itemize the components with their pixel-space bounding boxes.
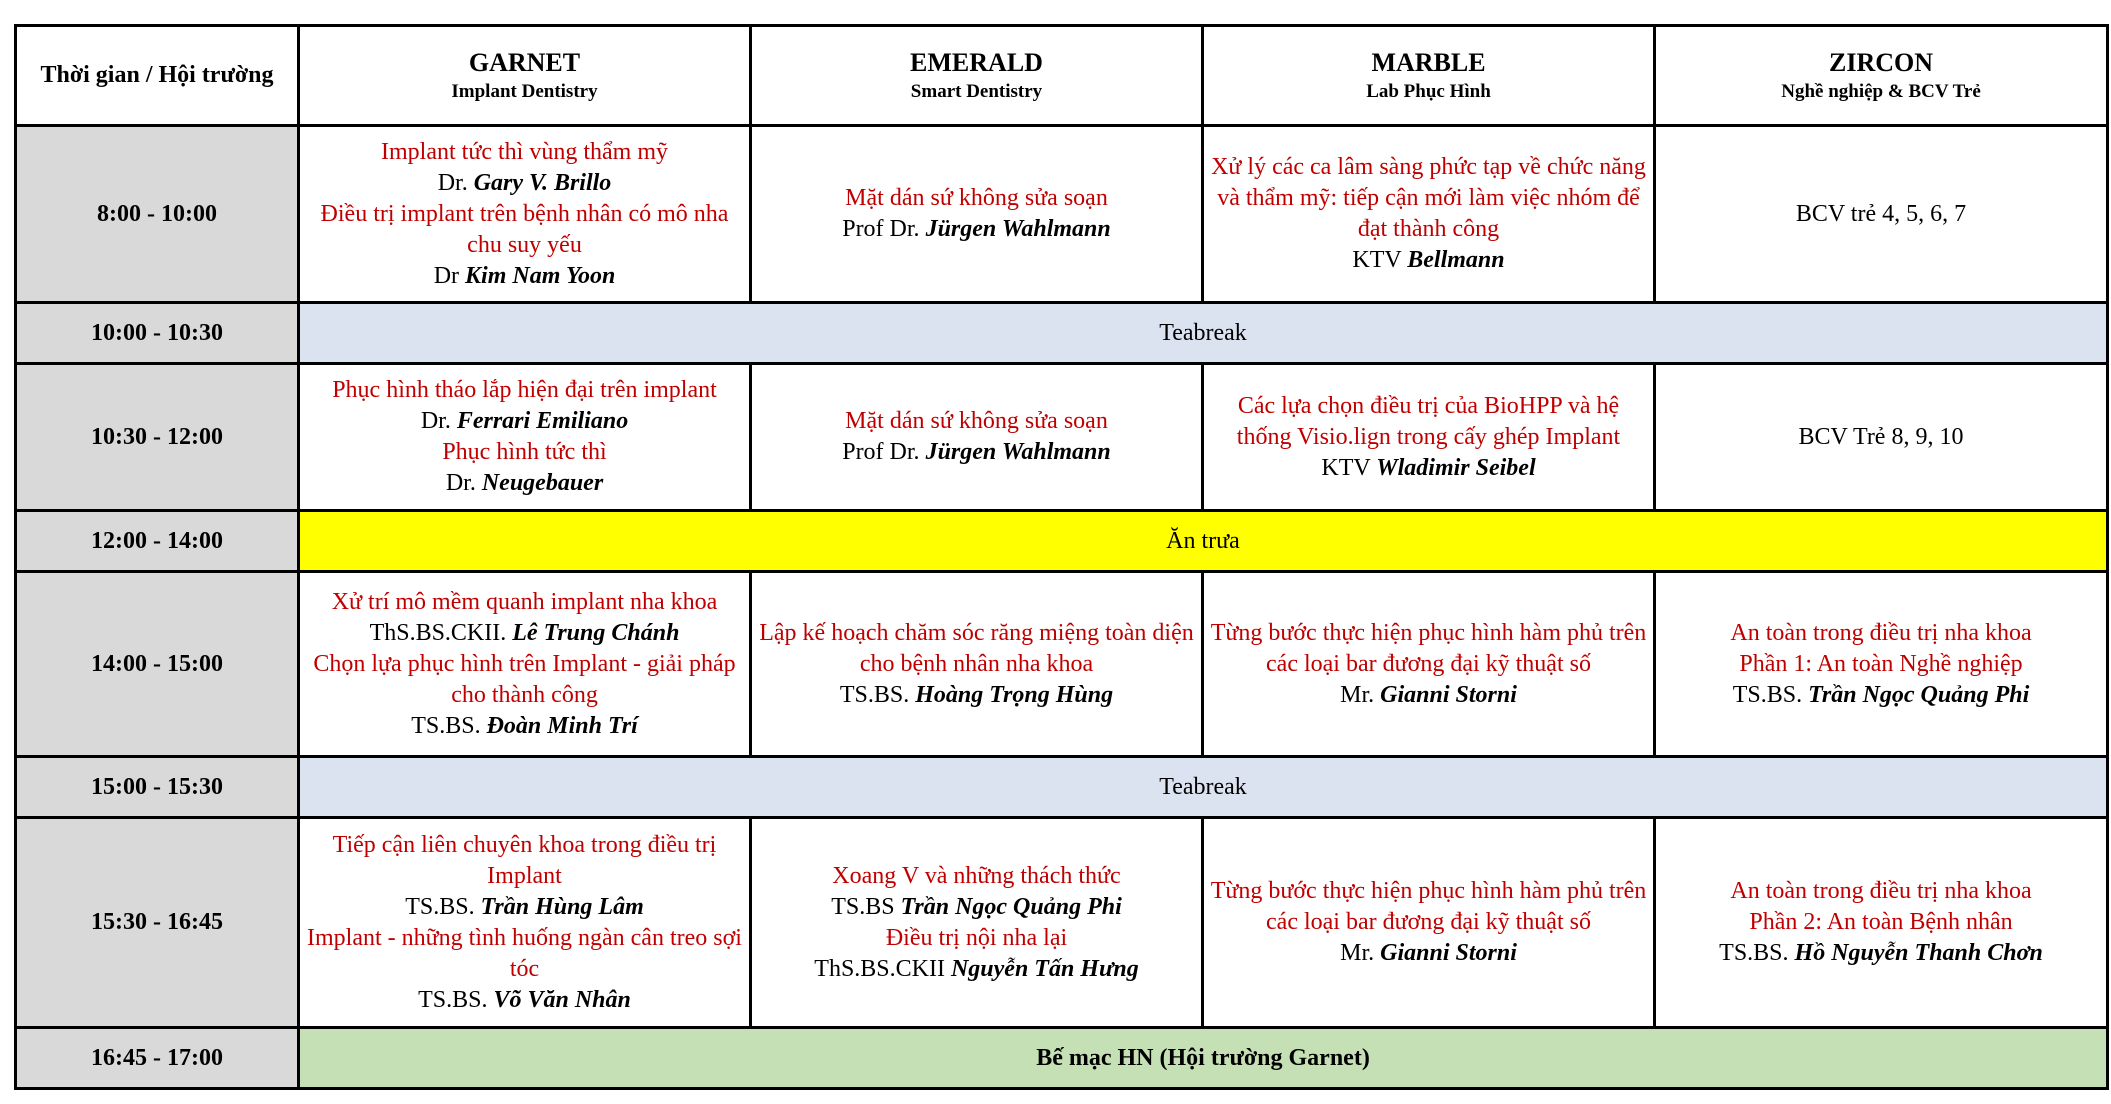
time-cell: 15:30 - 16:45	[16, 818, 299, 1028]
talk-title: Tiếp cận liên chuyên khoa trong điều trị Implant	[332, 831, 717, 889]
speaker: TS.BS. Trần Ngọc Quảng Phi	[1732, 681, 2030, 708]
teabreak-cell: Teabreak	[299, 303, 2108, 364]
session-cell-zircon: BCV trẻ 4, 5, 6, 7	[1655, 126, 2108, 303]
talk-title: Các lựa chọn điều trị của BioHPP và hệ thống Visio.lign trong cấy ghép Implant	[1236, 392, 1621, 450]
talk-title: Implant tức thì vùng thẩm mỹ	[381, 138, 668, 165]
talk-title: Mặt dán sứ không sửa soạn	[845, 408, 1108, 434]
hall-subtitle: Implant Dentistry	[451, 80, 598, 102]
talk-title: Điều trị implant trên bệnh nhân có mô nha chu suy yếu	[320, 200, 729, 258]
talk-title: Xoang V và những thách thức	[832, 862, 1121, 889]
speaker: Mr. Gianni Storni	[1340, 681, 1517, 708]
hall-name: EMERALD	[910, 47, 1043, 77]
speaker-name: Gianni Storni	[1380, 681, 1517, 708]
session-cell-zircon	[1655, 572, 2108, 757]
time-cell: 10:00 - 10:30	[16, 303, 299, 364]
teabreak-cell: Teabreak	[299, 757, 2108, 818]
session-cell-emerald	[751, 126, 1203, 303]
talk-title: Chọn lựa phục hình trên Implant - giải pháp cho thành công	[313, 650, 736, 708]
speaker-name: Hoàng Trọng Hùng	[915, 681, 1114, 708]
talk-title: Từng bước thực hiện phục hình hàm phủ trên các loại bar đương đại kỹ thuật số	[1210, 878, 1647, 935]
talk-subtitle: Phần 1: An toàn Nghề nghiệp	[1739, 650, 2023, 677]
hall-header-garnet	[299, 26, 751, 126]
speaker-name: Bellmann	[1407, 247, 1505, 273]
speaker: Dr. Ferrari Emiliano	[420, 408, 629, 434]
time-cell: 12:00 - 14:00	[16, 511, 299, 572]
session-cell-marble	[1203, 126, 1655, 303]
speaker: Dr Kim Nam Yoon	[433, 262, 616, 289]
session-row	[16, 572, 2108, 757]
break-row	[16, 757, 2108, 818]
talk-subtitle: Phần 2: An toàn Bệnh nhân	[1749, 909, 2013, 935]
time-cell: 15:00 - 15:30	[16, 757, 299, 818]
hall-header-marble	[1203, 26, 1655, 126]
time-cell: 10:30 - 12:00	[16, 364, 299, 511]
hall-header-zircon	[1655, 26, 2108, 126]
hall-subtitle: Smart Dentistry	[910, 80, 1043, 102]
lunch-row	[16, 511, 2108, 572]
speaker-name: Jürgen Wahlmann	[925, 439, 1111, 465]
speaker: KTV Bellmann	[1352, 247, 1505, 273]
talk-title: Implant - những tình huống ngàn cân treo sợi tóc	[307, 924, 742, 982]
time-cell: 8:00 - 10:00	[16, 126, 299, 303]
speaker: KTV Wladimir Seibel	[1321, 454, 1536, 481]
hall-name: MARBLE	[1371, 47, 1486, 77]
session-cell-garnet	[299, 572, 751, 757]
session-row	[16, 364, 2108, 511]
talk-title: An toàn trong điều trị nha khoa	[1730, 619, 2032, 646]
session-cell-emerald	[751, 572, 1203, 757]
session-cell-marble	[1203, 572, 1655, 757]
session-cell-emerald	[751, 364, 1203, 511]
session-cell-garnet	[299, 818, 751, 1028]
talk-title: Xử lý các ca lâm sàng phức tạp về chức năng và thẩm mỹ: tiếp cận mới làm việc nhóm để đạt thành công	[1211, 154, 1646, 242]
closing-cell: Bế mạc HN (Hội trường Garnet)	[299, 1028, 2108, 1089]
hall-name: ZIRCON	[1828, 47, 1933, 77]
talk-title: Phục hình tháo lắp hiện đại trên implant	[332, 377, 717, 403]
time-cell: 14:00 - 15:00	[16, 572, 299, 757]
hall-subtitle: Nghề nghiệp & BCV Trẻ	[1781, 80, 1981, 102]
closing-row	[16, 1028, 2108, 1089]
speaker-name: Wladimir Seibel	[1376, 454, 1536, 481]
time-cell: 16:45 - 17:00	[16, 1028, 299, 1089]
speaker: TS.BS Trần Ngọc Quảng Phi	[831, 893, 1122, 920]
session-cell-garnet	[299, 364, 751, 511]
header-row	[16, 26, 2108, 126]
speaker: ThS.BS.CKII. Lê Trung Chánh	[369, 619, 680, 646]
session-row	[16, 126, 2108, 303]
speaker-name: Đoàn Minh Trí	[486, 712, 638, 739]
talk-title: Lập kế hoạch chăm sóc răng miệng toàn diện cho bệnh nhân nha khoa	[759, 619, 1194, 677]
speaker-name: Neugebauer	[481, 470, 604, 496]
speaker: TS.BS. Võ Văn Nhân	[418, 986, 631, 1013]
speaker: Prof Dr. Jürgen Wahlmann	[842, 216, 1111, 242]
time-hall-header: Thời gian / Hội trường	[16, 26, 299, 126]
speaker: ThS.BS.CKII Nguyễn Tấn Hưng	[814, 955, 1139, 982]
hall-subtitle: Lab Phục Hình	[1366, 80, 1491, 102]
speaker: Dr. Gary V. Brillo	[437, 169, 612, 196]
speaker: Mr. Gianni Storni	[1340, 940, 1517, 966]
speaker-name: Jürgen Wahlmann	[925, 216, 1111, 242]
speaker-name: Trần Ngọc Quảng Phi	[900, 893, 1122, 920]
speaker: TS.BS. Hoàng Trọng Hùng	[839, 681, 1114, 708]
speaker-name: Gianni Storni	[1380, 940, 1517, 966]
talk-title: Phục hình tức thì	[442, 439, 607, 465]
session-cell-garnet	[299, 126, 751, 303]
talk-title: Mặt dán sứ không sửa soạn	[845, 185, 1108, 211]
talk-title: Điều trị nội nha lại	[885, 924, 1068, 951]
lunch-cell: Ăn trưa	[299, 511, 2108, 572]
speaker: TS.BS. Đoàn Minh Trí	[411, 712, 638, 739]
speaker-name: Trần Hùng Lâm	[480, 893, 644, 920]
hall-header-emerald	[751, 26, 1203, 126]
talk-title: Xử trí mô mềm quanh implant nha khoa	[331, 588, 718, 615]
session-cell-zircon	[1655, 818, 2108, 1028]
speaker: TS.BS. Hồ Nguyễn Thanh Chơn	[1719, 940, 2043, 966]
speaker-name: Kim Nam Yoon	[465, 262, 616, 289]
session-row	[16, 818, 2108, 1028]
speaker-name: Trần Ngọc Quảng Phi	[1808, 681, 2030, 708]
session-cell-zircon: BCV Trẻ 8, 9, 10	[1655, 364, 2108, 511]
break-row	[16, 303, 2108, 364]
speaker: Dr. Neugebauer	[445, 470, 604, 496]
speaker-name: Lê Trung Chánh	[512, 619, 680, 646]
session-cell-emerald	[751, 818, 1203, 1028]
speaker-name: Hồ Nguyễn Thanh Chơn	[1794, 940, 2043, 966]
session-cell-marble	[1203, 364, 1655, 511]
session-cell-marble	[1203, 818, 1655, 1028]
speaker-name: Gary V. Brillo	[473, 169, 612, 196]
hall-name: GARNET	[468, 47, 581, 77]
speaker: Prof Dr. Jürgen Wahlmann	[842, 439, 1111, 465]
speaker-name: Ferrari Emiliano	[456, 408, 629, 434]
speaker: TS.BS. Trần Hùng Lâm	[405, 893, 644, 920]
talk-title: Từng bước thực hiện phục hình hàm phủ trên các loại bar đương đại kỹ thuật số	[1210, 619, 1647, 677]
talk-title: An toàn trong điều trị nha khoa	[1730, 878, 2032, 904]
speaker-name: Võ Văn Nhân	[493, 986, 631, 1013]
schedule-table	[14, 24, 2109, 1090]
speaker-name: Nguyễn Tấn Hưng	[950, 955, 1139, 982]
